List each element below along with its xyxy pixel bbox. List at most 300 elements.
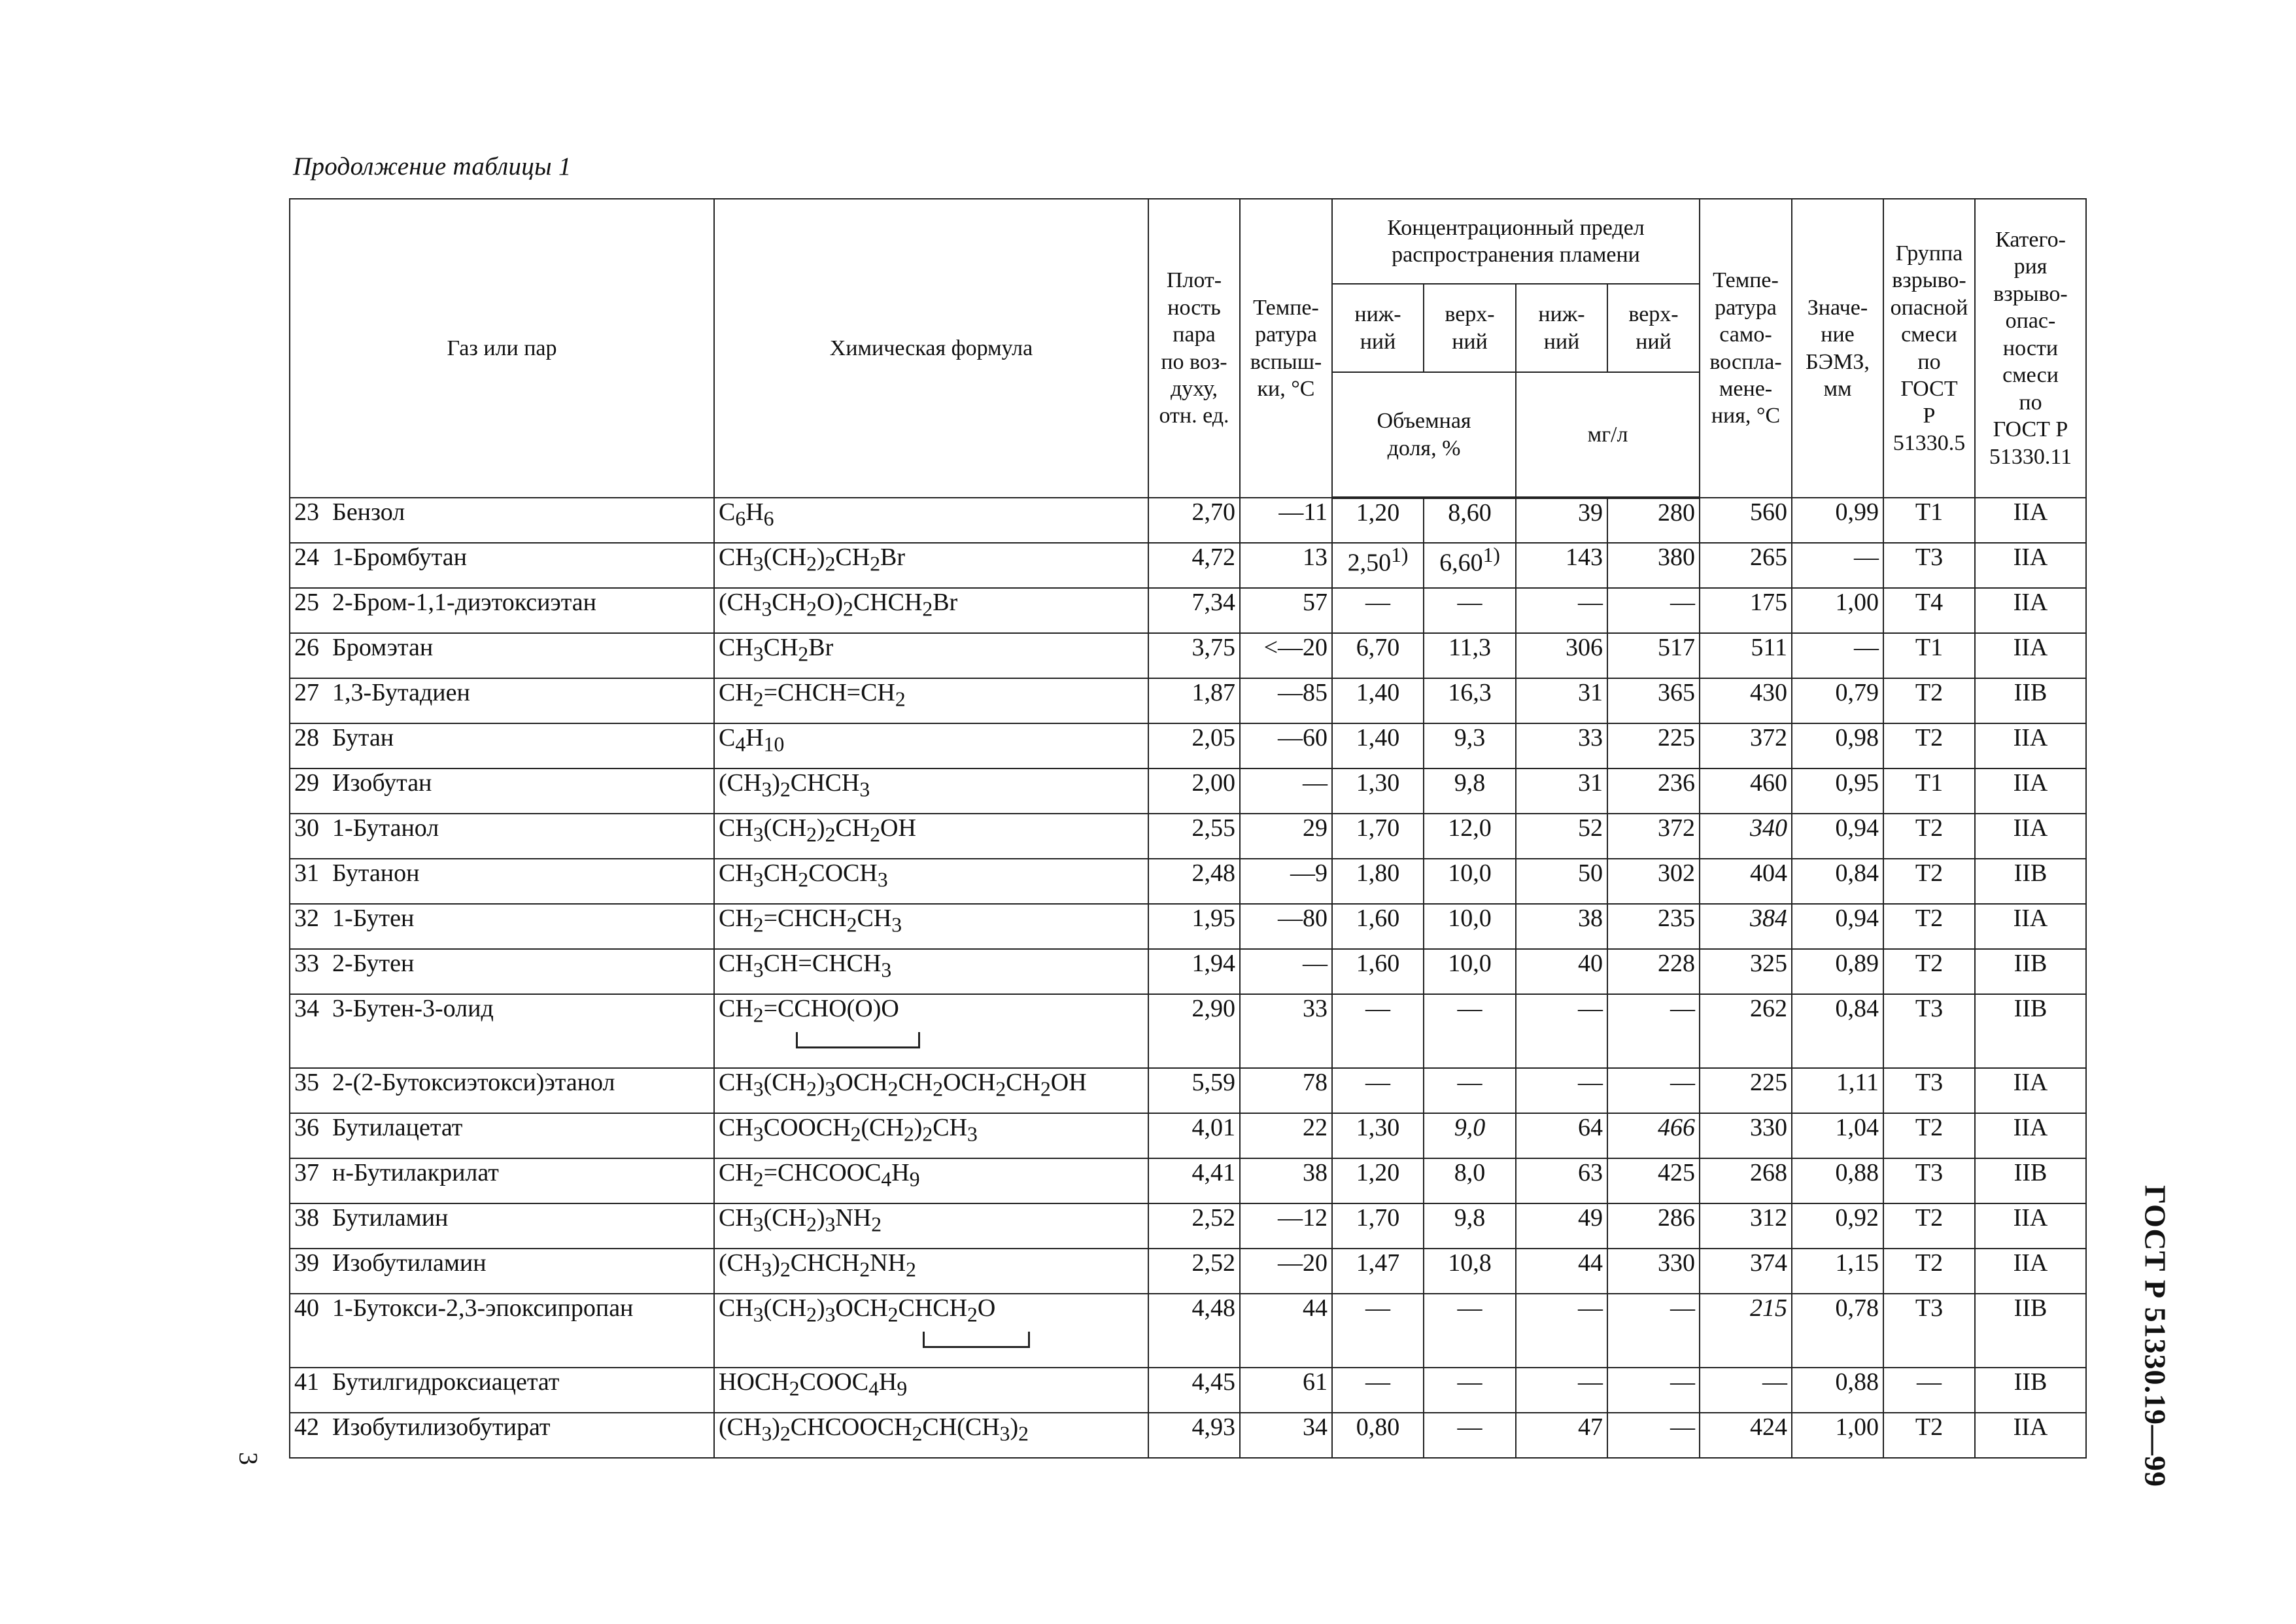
- ring-bond-bracket: [796, 1032, 920, 1048]
- gas-name: 1-Бутокси-2,3-эпоксипропан: [332, 1294, 634, 1322]
- lower-vol-cell: 1,30: [1332, 1113, 1424, 1158]
- bemz-cell: 0,98: [1792, 723, 1883, 769]
- formula-cell: $HOCH_2COOC_4H_9$: [714, 1368, 1148, 1413]
- lower-mg-cell: 63: [1516, 1158, 1607, 1203]
- table-caption: Продолжение таблицы 1: [293, 152, 572, 181]
- flash-temp-cell: 33: [1240, 994, 1332, 1068]
- header-autoignition-temp: Темпе- ратура само- воспла- мене- ния, °С: [1700, 199, 1792, 498]
- gas-name-cell: [290, 904, 714, 949]
- flash-temp-cell: —80: [1240, 904, 1332, 949]
- formula-cell: $(CH_3)_2CHCOOCH_2CH(CH_3)_2$: [714, 1413, 1148, 1458]
- autoignition-cell: 268: [1700, 1158, 1792, 1203]
- table-row: [290, 769, 2086, 814]
- upper-mg-cell: 517: [1607, 633, 1700, 678]
- category-cell: IIB: [1975, 1294, 2086, 1368]
- autoignition-cell: 312: [1700, 1203, 1792, 1249]
- table-row: [290, 678, 2086, 723]
- lower-vol-cell: 1,20: [1332, 1158, 1424, 1203]
- lower-mg-cell: 31: [1516, 678, 1607, 723]
- autoignition-cell: 215: [1700, 1294, 1792, 1368]
- upper-vol-cell: —: [1424, 588, 1516, 633]
- row-number: 39: [294, 1249, 319, 1277]
- formula-cell: $CH_2=CHCH=CH_2$: [714, 678, 1148, 723]
- row-number: 37: [294, 1159, 319, 1186]
- category-cell: IIA: [1975, 723, 2086, 769]
- page-number: [235, 1439, 262, 1478]
- group-cell: Т2: [1883, 949, 1975, 994]
- header-upper-mg: верх- ний: [1607, 284, 1700, 372]
- table-row: [290, 588, 2086, 633]
- group-cell: Т1: [1883, 498, 1975, 543]
- group-cell: —: [1883, 1368, 1975, 1413]
- upper-mg-cell: 466: [1607, 1113, 1700, 1158]
- density-cell: 2,05: [1148, 723, 1240, 769]
- gas-name: н-Бутилакрилат: [332, 1159, 499, 1186]
- lower-vol-cell: 1,60: [1332, 904, 1424, 949]
- category-cell: IIA: [1975, 1068, 2086, 1113]
- gas-name-cell: [290, 633, 714, 678]
- group-cell: Т2: [1883, 904, 1975, 949]
- table-row: [290, 1158, 2086, 1203]
- lower-mg-cell: 40: [1516, 949, 1607, 994]
- lower-mg-cell: 39: [1516, 498, 1607, 543]
- header-flash-temp: Темпе- ратура вспыш- ки, °С: [1240, 199, 1332, 498]
- lower-mg-cell: 143: [1516, 543, 1607, 588]
- document-designation: [2116, 1173, 2195, 1500]
- gas-name: 2-(2-Бутоксиэтокси)этанол: [332, 1069, 615, 1096]
- header-density: Плот- ность пара по воз- духу, отн. ед.: [1148, 199, 1240, 498]
- row-number: 26: [294, 634, 319, 661]
- group-cell: Т2: [1883, 814, 1975, 859]
- category-cell: IIA: [1975, 1113, 2086, 1158]
- flash-temp-cell: —12: [1240, 1203, 1332, 1249]
- category-cell: IIB: [1975, 678, 2086, 723]
- table-row: [290, 904, 2086, 949]
- formula-cell: $CH_3(CH_2)_3OCH_2CHCH_2O$: [714, 1294, 1148, 1368]
- upper-vol-cell: 12,0: [1424, 814, 1516, 859]
- table-row: [290, 543, 2086, 588]
- upper-mg-cell: —: [1607, 1068, 1700, 1113]
- table-row: [290, 949, 2086, 994]
- table-row: [290, 723, 2086, 769]
- formula-cell: $CH_3COOCH_2(CH_2)_2CH_3$: [714, 1113, 1148, 1158]
- category-cell: IIA: [1975, 1203, 2086, 1249]
- header-volume-fraction: Объемная доля, %: [1332, 372, 1516, 498]
- category-cell: IIB: [1975, 859, 2086, 904]
- group-cell: Т2: [1883, 1249, 1975, 1294]
- header-gas: Газ или пар: [290, 199, 714, 498]
- category-cell: IIA: [1975, 904, 2086, 949]
- density-cell: 2,90: [1148, 994, 1240, 1068]
- category-cell: IIA: [1975, 769, 2086, 814]
- flash-temp-cell: 29: [1240, 814, 1332, 859]
- upper-mg-cell: 280: [1607, 498, 1700, 543]
- upper-vol-cell: 10,0: [1424, 949, 1516, 994]
- row-number: 33: [294, 950, 319, 977]
- group-cell: Т3: [1883, 1068, 1975, 1113]
- gas-name: Изобутиламин: [332, 1249, 487, 1277]
- gas-name: 2-Бутен: [332, 950, 415, 977]
- lower-mg-cell: 64: [1516, 1113, 1607, 1158]
- gas-name-cell: [290, 723, 714, 769]
- table-row: [290, 1413, 2086, 1458]
- lower-vol-cell: 1,70: [1332, 814, 1424, 859]
- lower-vol-cell: 1,80: [1332, 859, 1424, 904]
- bemz-cell: 0,79: [1792, 678, 1883, 723]
- table-row: [290, 1113, 2086, 1158]
- density-cell: 3,75: [1148, 633, 1240, 678]
- upper-vol-cell: —: [1424, 1413, 1516, 1458]
- row-number: 23: [294, 498, 319, 526]
- category-cell: IIA: [1975, 1249, 2086, 1294]
- category-cell: IIB: [1975, 1368, 2086, 1413]
- formula-cell: $CH_2=CHCH_2CH_3$: [714, 904, 1148, 949]
- autoignition-cell: 374: [1700, 1249, 1792, 1294]
- density-cell: 5,59: [1148, 1068, 1240, 1113]
- density-cell: 4,41: [1148, 1158, 1240, 1203]
- lower-vol-cell: —: [1332, 994, 1424, 1068]
- flash-temp-cell: —9: [1240, 859, 1332, 904]
- autoignition-cell: 325: [1700, 949, 1792, 994]
- row-number: 31: [294, 859, 319, 887]
- group-cell: Т1: [1883, 633, 1975, 678]
- gas-name: 1-Бутен: [332, 905, 415, 932]
- flash-temp-cell: 22: [1240, 1113, 1332, 1158]
- row-number: 41: [294, 1368, 319, 1396]
- flash-temp-cell: 13: [1240, 543, 1332, 588]
- flash-temp-cell: 57: [1240, 588, 1332, 633]
- table-row: [290, 994, 2086, 1068]
- autoignition-cell: 460: [1700, 769, 1792, 814]
- bemz-cell: 0,84: [1792, 859, 1883, 904]
- density-cell: 1,87: [1148, 678, 1240, 723]
- upper-mg-cell: 330: [1607, 1249, 1700, 1294]
- gas-name: 3-Бутен-3-олид: [332, 995, 494, 1022]
- autoignition-cell: 265: [1700, 543, 1792, 588]
- upper-mg-cell: —: [1607, 1294, 1700, 1368]
- gas-name: 1-Бутанол: [332, 814, 439, 842]
- row-number: 24: [294, 544, 319, 571]
- header-category: Катего- рия взрыво- опас- ности смеси по ГОСТ Р 51330.11: [1975, 199, 2086, 498]
- density-cell: 2,00: [1148, 769, 1240, 814]
- gas-name-cell: [290, 588, 714, 633]
- gas-name-cell: [290, 543, 714, 588]
- row-number: 25: [294, 589, 319, 616]
- table-row: [290, 633, 2086, 678]
- upper-mg-cell: 235: [1607, 904, 1700, 949]
- table-row: [290, 859, 2086, 904]
- upper-vol-cell: 8,60: [1424, 498, 1516, 543]
- header-group: Группа взрыво- опасной смеси по ГОСТ Р 51330.5: [1883, 199, 1975, 498]
- gas-name: Изобутилизобутират: [332, 1413, 551, 1441]
- lower-mg-cell: —: [1516, 1294, 1607, 1368]
- bemz-cell: 1,00: [1792, 588, 1883, 633]
- category-cell: IIA: [1975, 543, 2086, 588]
- row-number: 28: [294, 724, 319, 752]
- autoignition-cell: 430: [1700, 678, 1792, 723]
- gas-name: Бутанон: [332, 859, 420, 887]
- row-number: 34: [294, 995, 319, 1022]
- bemz-cell: 0,95: [1792, 769, 1883, 814]
- row-number: 38: [294, 1204, 319, 1232]
- lower-vol-cell: 0,80: [1332, 1413, 1424, 1458]
- gas-name-cell: [290, 994, 714, 1068]
- upper-vol-cell: 9,8: [1424, 1203, 1516, 1249]
- lower-mg-cell: 52: [1516, 814, 1607, 859]
- group-cell: Т3: [1883, 1294, 1975, 1368]
- autoignition-cell: 384: [1700, 904, 1792, 949]
- group-cell: Т4: [1883, 588, 1975, 633]
- lower-vol-cell: 1,30: [1332, 769, 1424, 814]
- upper-mg-cell: —: [1607, 1413, 1700, 1458]
- header-lower-vol: ниж- ний: [1332, 284, 1424, 372]
- flash-temp-cell: —: [1240, 949, 1332, 994]
- gas-name: Изобутан: [332, 769, 432, 797]
- formula-cell: $CH_2=CCHO(O)O$: [714, 994, 1148, 1068]
- upper-mg-cell: 286: [1607, 1203, 1700, 1249]
- bemz-cell: 1,00: [1792, 1413, 1883, 1458]
- document-designation-text: ГОСТ Р 51330.19—99: [2138, 1185, 2172, 1487]
- table-row: [290, 1294, 2086, 1368]
- density-cell: 4,48: [1148, 1294, 1240, 1368]
- density-cell: 7,34: [1148, 588, 1240, 633]
- lower-vol-cell: 1,47: [1332, 1249, 1424, 1294]
- flash-temp-cell: 44: [1240, 1294, 1332, 1368]
- autoignition-cell: 225: [1700, 1068, 1792, 1113]
- lower-vol-cell: 2,50$^{1)}$: [1332, 543, 1424, 588]
- gas-name-cell: [290, 1203, 714, 1249]
- formula-cell: $CH_2=CHCOOC_4H_9$: [714, 1158, 1148, 1203]
- table-row: [290, 814, 2086, 859]
- upper-vol-cell: 9,8: [1424, 769, 1516, 814]
- group-cell: Т1: [1883, 769, 1975, 814]
- upper-vol-cell: 16,3: [1424, 678, 1516, 723]
- table-row: [290, 498, 2086, 543]
- header-upper-vol: верх- ний: [1424, 284, 1516, 372]
- formula-cell: $(CH_3)_2CHCH_3$: [714, 769, 1148, 814]
- bemz-cell: 0,94: [1792, 814, 1883, 859]
- formula-cell: $(CH_3)_2CHCH_2NH_2$: [714, 1249, 1148, 1294]
- category-cell: IIB: [1975, 1158, 2086, 1203]
- density-cell: 4,01: [1148, 1113, 1240, 1158]
- density-cell: 2,52: [1148, 1249, 1240, 1294]
- gas-name-cell: [290, 1068, 714, 1113]
- autoignition-cell: 262: [1700, 994, 1792, 1068]
- gas-name: 1,3-Бутадиен: [332, 679, 470, 706]
- gas-name: 1-Бромбутан: [332, 544, 467, 571]
- formula-cell: $CH_3(CH_2)_3NH_2$: [714, 1203, 1148, 1249]
- group-cell: Т3: [1883, 1158, 1975, 1203]
- formula-cell: $(CH_3CH_2O)_2CHCH_2Br$: [714, 588, 1148, 633]
- autoignition-cell: 330: [1700, 1113, 1792, 1158]
- lower-mg-cell: 31: [1516, 769, 1607, 814]
- lower-mg-cell: —: [1516, 994, 1607, 1068]
- group-cell: Т2: [1883, 678, 1975, 723]
- header-mg-per-l: мг/л: [1516, 372, 1700, 498]
- upper-mg-cell: —: [1607, 994, 1700, 1068]
- header-formula: Химическая формула: [714, 199, 1148, 498]
- autoignition-cell: 340: [1700, 814, 1792, 859]
- lower-vol-cell: 1,40: [1332, 723, 1424, 769]
- table-row: [290, 1368, 2086, 1413]
- formula-cell: $CH_3(CH_2)_3OCH_2CH_2OCH_2CH_2OH$: [714, 1068, 1148, 1113]
- formula-cell: $C_6H_6$: [714, 498, 1148, 543]
- upper-vol-cell: 11,3: [1424, 633, 1516, 678]
- flash-temp-cell: —85: [1240, 678, 1332, 723]
- density-cell: 1,94: [1148, 949, 1240, 994]
- density-cell: 2,48: [1148, 859, 1240, 904]
- lower-vol-cell: 1,70: [1332, 1203, 1424, 1249]
- density-cell: 1,95: [1148, 904, 1240, 949]
- header-lower-mg: ниж- ний: [1516, 284, 1607, 372]
- bemz-cell: —: [1792, 543, 1883, 588]
- gas-name-cell: [290, 859, 714, 904]
- flash-temp-cell: —60: [1240, 723, 1332, 769]
- lower-mg-cell: 38: [1516, 904, 1607, 949]
- header-bemz: Значе- ние БЭМЗ, мм: [1792, 199, 1883, 498]
- lower-mg-cell: 49: [1516, 1203, 1607, 1249]
- autoignition-cell: 404: [1700, 859, 1792, 904]
- lower-mg-cell: 306: [1516, 633, 1607, 678]
- formula-cell: $CH_3CH=CHCH_3$: [714, 949, 1148, 994]
- gas-name-cell: [290, 1249, 714, 1294]
- category-cell: IIB: [1975, 949, 2086, 994]
- upper-vol-cell: —: [1424, 1368, 1516, 1413]
- upper-mg-cell: 236: [1607, 769, 1700, 814]
- density-cell: 4,72: [1148, 543, 1240, 588]
- gas-name: Бутилгидроксиацетат: [332, 1368, 560, 1396]
- lower-vol-cell: 1,20: [1332, 498, 1424, 543]
- table-row: [290, 1068, 2086, 1113]
- upper-vol-cell: —: [1424, 1068, 1516, 1113]
- upper-mg-cell: 228: [1607, 949, 1700, 994]
- gas-name: Бутан: [332, 724, 394, 752]
- upper-mg-cell: 302: [1607, 859, 1700, 904]
- row-number: 29: [294, 769, 319, 797]
- upper-vol-cell: 10,0: [1424, 859, 1516, 904]
- lower-mg-cell: 50: [1516, 859, 1607, 904]
- gas-name-cell: [290, 949, 714, 994]
- gas-name: Бутилацетат: [332, 1114, 463, 1141]
- gas-name-cell: [290, 1158, 714, 1203]
- flash-temp-cell: <—20: [1240, 633, 1332, 678]
- autoignition-cell: 175: [1700, 588, 1792, 633]
- upper-vol-cell: 9,0: [1424, 1113, 1516, 1158]
- bemz-cell: 1,04: [1792, 1113, 1883, 1158]
- lower-mg-cell: —: [1516, 1368, 1607, 1413]
- table-body: [290, 498, 2086, 1458]
- upper-mg-cell: 380: [1607, 543, 1700, 588]
- lower-mg-cell: 44: [1516, 1249, 1607, 1294]
- upper-vol-cell: 6,60$^{1)}$: [1424, 543, 1516, 588]
- upper-vol-cell: 10,8: [1424, 1249, 1516, 1294]
- lower-vol-cell: —: [1332, 1068, 1424, 1113]
- flash-temp-cell: 78: [1240, 1068, 1332, 1113]
- row-number: 30: [294, 814, 319, 842]
- gas-name-cell: [290, 678, 714, 723]
- bemz-cell: 0,84: [1792, 994, 1883, 1068]
- autoignition-cell: 372: [1700, 723, 1792, 769]
- density-cell: 2,70: [1148, 498, 1240, 543]
- group-cell: Т3: [1883, 994, 1975, 1068]
- autoignition-cell: —: [1700, 1368, 1792, 1413]
- upper-mg-cell: 372: [1607, 814, 1700, 859]
- group-cell: Т3: [1883, 543, 1975, 588]
- gas-name: Бромэтан: [332, 634, 434, 661]
- group-cell: Т2: [1883, 1413, 1975, 1458]
- upper-mg-cell: —: [1607, 1368, 1700, 1413]
- gas-name: Бутиламин: [332, 1204, 449, 1232]
- flash-temp-cell: 61: [1240, 1368, 1332, 1413]
- row-number: 27: [294, 679, 319, 706]
- bemz-cell: 0,92: [1792, 1203, 1883, 1249]
- lower-mg-cell: 33: [1516, 723, 1607, 769]
- upper-mg-cell: 425: [1607, 1158, 1700, 1203]
- group-cell: Т2: [1883, 1113, 1975, 1158]
- bemz-cell: 0,94: [1792, 904, 1883, 949]
- group-cell: Т2: [1883, 1203, 1975, 1249]
- gas-name-cell: [290, 769, 714, 814]
- group-cell: Т2: [1883, 723, 1975, 769]
- lower-vol-cell: —: [1332, 1368, 1424, 1413]
- autoignition-cell: 560: [1700, 498, 1792, 543]
- table-row: [290, 1203, 2086, 1249]
- gas-name-cell: [290, 1413, 714, 1458]
- flash-temp-cell: 38: [1240, 1158, 1332, 1203]
- gas-name-cell: [290, 1294, 714, 1368]
- upper-mg-cell: 225: [1607, 723, 1700, 769]
- lower-mg-cell: —: [1516, 588, 1607, 633]
- category-cell: IIA: [1975, 814, 2086, 859]
- row-number: 32: [294, 905, 319, 932]
- gas-name-cell: [290, 1368, 714, 1413]
- lower-mg-cell: 47: [1516, 1413, 1607, 1458]
- density-cell: 4,93: [1148, 1413, 1240, 1458]
- lower-vol-cell: 1,40: [1332, 678, 1424, 723]
- formula-cell: $C_4H_{10}$: [714, 723, 1148, 769]
- density-cell: 2,52: [1148, 1203, 1240, 1249]
- gas-name: Бензол: [332, 498, 405, 526]
- header-concentration-limits: Концентрационный предел распространения пламени: [1332, 199, 1700, 284]
- group-cell: Т2: [1883, 859, 1975, 904]
- category-cell: IIA: [1975, 633, 2086, 678]
- gas-name-cell: [290, 498, 714, 543]
- bemz-cell: 0,88: [1792, 1158, 1883, 1203]
- category-cell: IIB: [1975, 994, 2086, 1068]
- gas-name-cell: [290, 1113, 714, 1158]
- lower-vol-cell: —: [1332, 1294, 1424, 1368]
- row-number: 42: [294, 1413, 319, 1441]
- gas-name: 2-Бром-1,1-диэтоксиэтан: [332, 589, 596, 616]
- lower-vol-cell: 1,60: [1332, 949, 1424, 994]
- autoignition-cell: 511: [1700, 633, 1792, 678]
- category-cell: IIA: [1975, 588, 2086, 633]
- flash-temp-cell: —20: [1240, 1249, 1332, 1294]
- flash-temp-cell: 34: [1240, 1413, 1332, 1458]
- gas-properties-table: [289, 198, 2087, 1459]
- ring-bond-bracket: [923, 1332, 1030, 1348]
- upper-vol-cell: 10,0: [1424, 904, 1516, 949]
- upper-vol-cell: —: [1424, 1294, 1516, 1368]
- formula-cell: $CH_3CH_2COCH_3$: [714, 859, 1148, 904]
- bemz-cell: 1,11: [1792, 1068, 1883, 1113]
- upper-vol-cell: —: [1424, 994, 1516, 1068]
- bemz-cell: 1,15: [1792, 1249, 1883, 1294]
- upper-vol-cell: 9,3: [1424, 723, 1516, 769]
- table-header: [290, 199, 2086, 498]
- table-row: [290, 1249, 2086, 1294]
- density-cell: 2,55: [1148, 814, 1240, 859]
